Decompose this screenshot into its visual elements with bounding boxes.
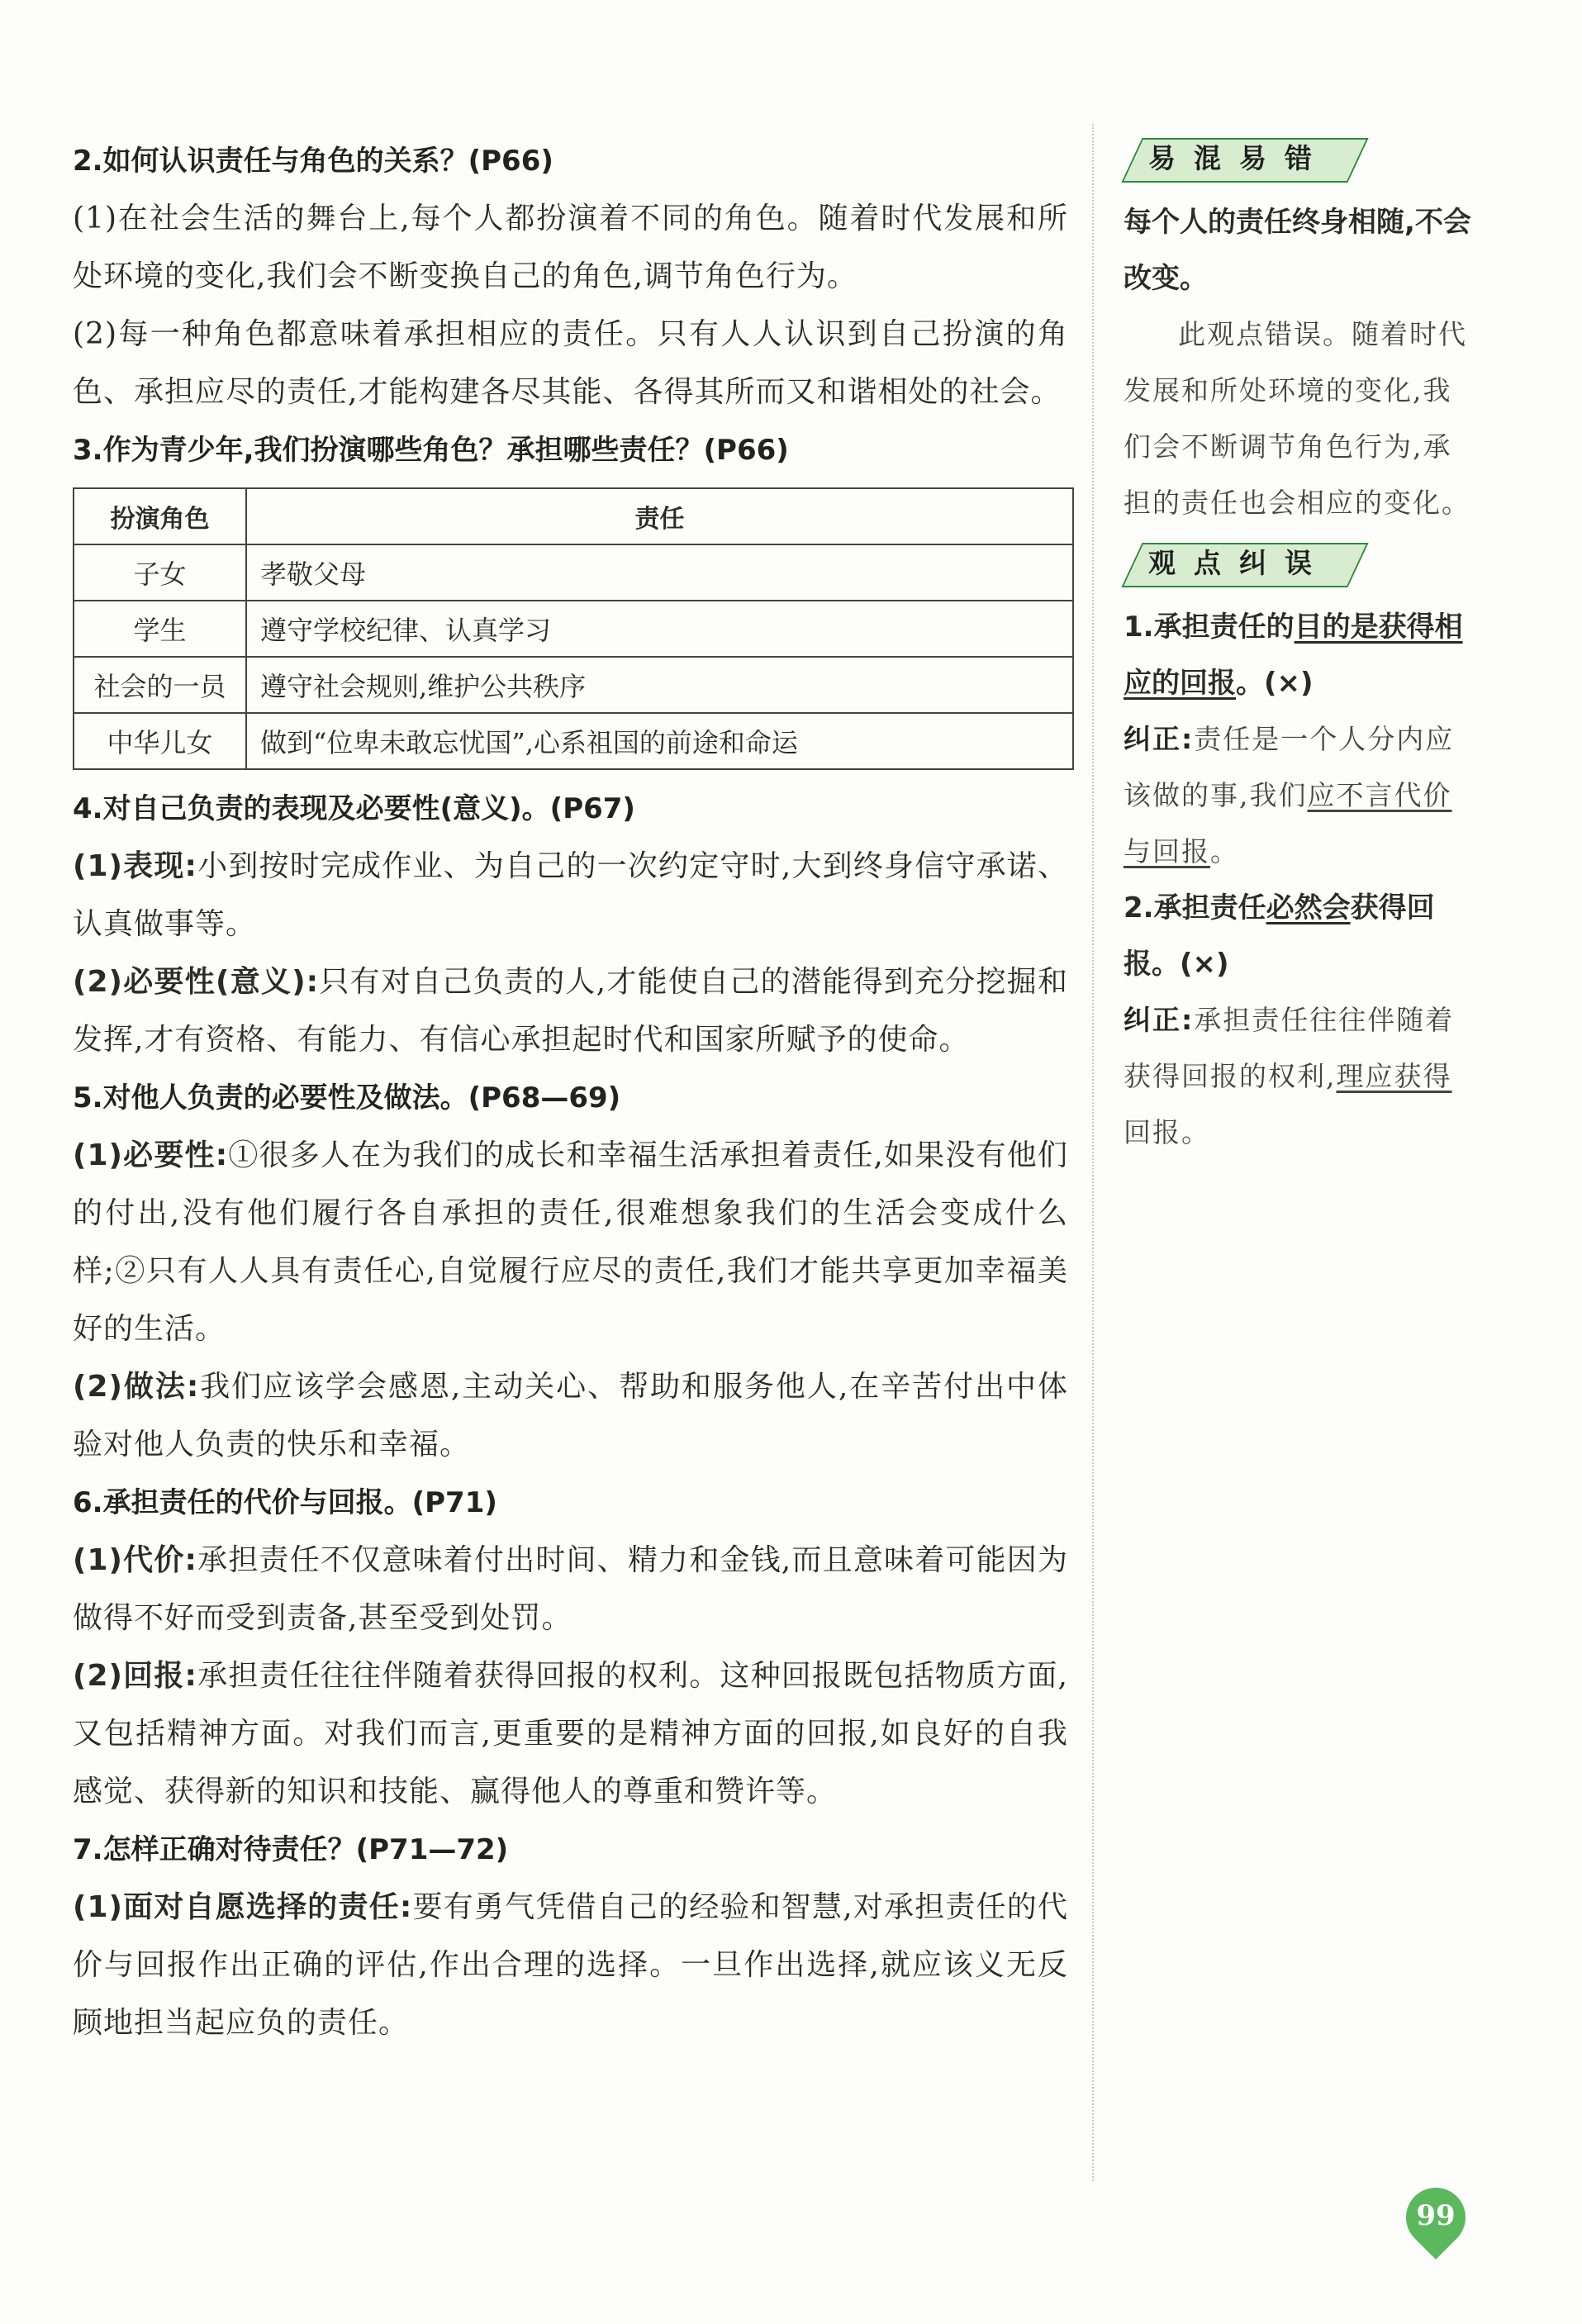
table-cell-responsibility: 遵守社会规则,维护公共秩序: [246, 657, 1073, 713]
section-6-label-2: (2)回报:: [73, 1659, 197, 1693]
sidebar-column: [1124, 136, 1479, 1161]
table-cell-role: 中华儿女: [74, 713, 246, 769]
misconception-2-a: 2.承担责任: [1124, 891, 1266, 924]
page-number-badge: [1406, 2188, 1466, 2252]
roles-table: [73, 487, 1074, 770]
section-7-label-1: (1)面对自愿选择的责任:: [73, 1890, 413, 1924]
section-4-text-1: 小到按时完成作业、为自己的一次约定守时,大到终身信守承诺、认真做事等。: [73, 849, 1068, 941]
section-4-title: 4.对自己负责的表现及必要性(意义)。(P67): [73, 792, 635, 825]
section-3-title: 3.作为青少年,我们扮演哪些角色？承担哪些责任？(P66): [73, 434, 789, 467]
mistake-explanation: 此观点错误。随着时代发展和所处环境的变化,我们会不断调节角色行为,承担的责任也会相应的变化。: [1124, 318, 1470, 519]
correction-2-b: 回报。: [1124, 1116, 1210, 1148]
section-4-text-2: 只有对自己负责的人,才能使自己的潜能得到充分挖掘和发挥,才有资格、有能力、有信心承担起时代和国家所赋予的使命。: [73, 965, 1068, 1057]
section-5-title: 5.对他人负责的必要性及做法。(P68—69): [73, 1081, 621, 1114]
misconception-1-b: 。(×): [1236, 667, 1314, 700]
section-2-para-2: (2)每一种角色都意味着承担相应的责任。只有人人认识到自己扮演的角色、承担应尽的责任,才能构建各尽其能、各得其所而又和谐相处的社会。: [73, 317, 1068, 409]
correction-2-a: 承担责任往往伴随着获得回报的权利,: [1124, 1004, 1455, 1092]
table-cell-responsibility: 孝敬父母: [246, 544, 1073, 601]
section-5-label-2: (2)做法:: [73, 1370, 200, 1404]
table-cell-role: 社会的一员: [74, 657, 246, 713]
section-5-text-2: 我们应该学会感恩,主动关心、帮助和服务他人,在辛苦付出中体验对他人负责的快乐和幸福。: [73, 1370, 1069, 1461]
section-4-para-1: [73, 838, 1068, 953]
section-7-text-1: 要有勇气凭借自己的经验和智慧,对承担责任的代价与回报作出正确的评估,作出合理的选择。一旦作出选择,就应该义无反顾地担当起应负的责任。: [73, 1890, 1068, 2040]
mistake-statement: 每个人的责任终身相随,不会改变。: [1124, 206, 1471, 295]
column-divider: [1092, 124, 1094, 2181]
table-row: [74, 657, 1073, 713]
correction-1-underlined: 应不言代价与回报: [1124, 779, 1452, 867]
section-5-para-2: [73, 1358, 1068, 1474]
misconception-2: [1124, 880, 1479, 992]
section-6-text-2: 承担责任往往伴随着获得回报的权利。这种回报既包括物质方面,又包括精神方面。对我们而言,更重要的是精神方面的回报,如良好的自我感觉、获得新的知识和技能、赢得他人的尊重和赞许等。: [73, 1659, 1068, 1808]
banner-label: 观点纠误: [1148, 547, 1330, 579]
table-header-row: [74, 488, 1073, 544]
table-row: [74, 544, 1073, 601]
misconception-2-underlined: 必然会: [1266, 891, 1351, 924]
correction-1-b: 。: [1210, 835, 1239, 867]
misconception-1: [1124, 599, 1479, 711]
correction-1: [1124, 711, 1479, 880]
section-5-para-1: [73, 1127, 1068, 1358]
table-row: [74, 713, 1073, 769]
section-6-label-1: (1)代价:: [73, 1543, 197, 1577]
banner-easy-mistakes: [1124, 136, 1371, 183]
section-7-para-1: [73, 1879, 1068, 2052]
table-header-responsibility: 责任: [246, 488, 1073, 544]
section-2-para-1: (1)在社会生活的舞台上,每个人都扮演着不同的角色。随着时代发展和所处环境的变化,我们会不断变换自己的角色,调节角色行为。: [73, 202, 1068, 293]
misconception-2-b: 获得回报。(×): [1124, 891, 1435, 981]
main-column: [73, 132, 1068, 2052]
correction-2-label: 纠正:: [1124, 1004, 1195, 1036]
section-7-title: 7.怎样正确对待责任？(P71—72): [73, 1833, 509, 1866]
section-2-title: 2.如何认识责任与角色的关系？(P66): [73, 145, 553, 178]
table-header-role: 扮演角色: [74, 488, 246, 544]
correction-1-a: 责任是一个人分内应该做的事,我们: [1124, 723, 1455, 811]
table-cell-role: 子女: [74, 544, 246, 601]
correction-2: [1124, 992, 1479, 1161]
section-4-label-2: (2)必要性(意义):: [73, 965, 320, 999]
section-5-text-1: ①很多人在为我们的成长和幸福生活承担着责任,如果没有他们的付出,没有他们履行各自承担的责任,很难想象我们的生活会变成什么样;②只有人人具有责任心,自觉履行应尽的责任,我们才能共享更加幸福美好的生活。: [73, 1138, 1068, 1346]
section-4-para-2: [73, 953, 1068, 1069]
section-5-label-1: (1)必要性:: [73, 1138, 229, 1172]
table-cell-responsibility: 遵守学校纪律、认真学习: [246, 601, 1073, 657]
table-cell-responsibility: 做到“位卑未敢忘忧国”,心系祖国的前途和命运: [246, 713, 1073, 769]
section-6-para-2: [73, 1647, 1068, 1821]
misconception-1-underlined: 目的是获得相应的回报: [1124, 611, 1463, 700]
section-6-para-1: [73, 1532, 1068, 1647]
misconception-1-a: 1.承担责任的: [1124, 611, 1295, 644]
table-row: [74, 601, 1073, 657]
banner-correct-views: [1124, 541, 1371, 587]
correction-2-underlined: 理应获得: [1336, 1060, 1452, 1092]
table-cell-role: 学生: [74, 601, 246, 657]
section-6-text-1: 承担责任不仅意味着付出时间、精力和金钱,而且意味着可能因为做得不好而受到责备,甚至受到处罚。: [73, 1543, 1068, 1635]
section-6-title: 6.承担责任的代价与回报。(P71): [73, 1486, 497, 1519]
section-4-label-1: (1)表现:: [73, 849, 197, 883]
banner-label: 易混易错: [1148, 142, 1330, 174]
correction-1-label: 纠正:: [1124, 723, 1195, 755]
page-number: 99: [1416, 2199, 1456, 2232]
